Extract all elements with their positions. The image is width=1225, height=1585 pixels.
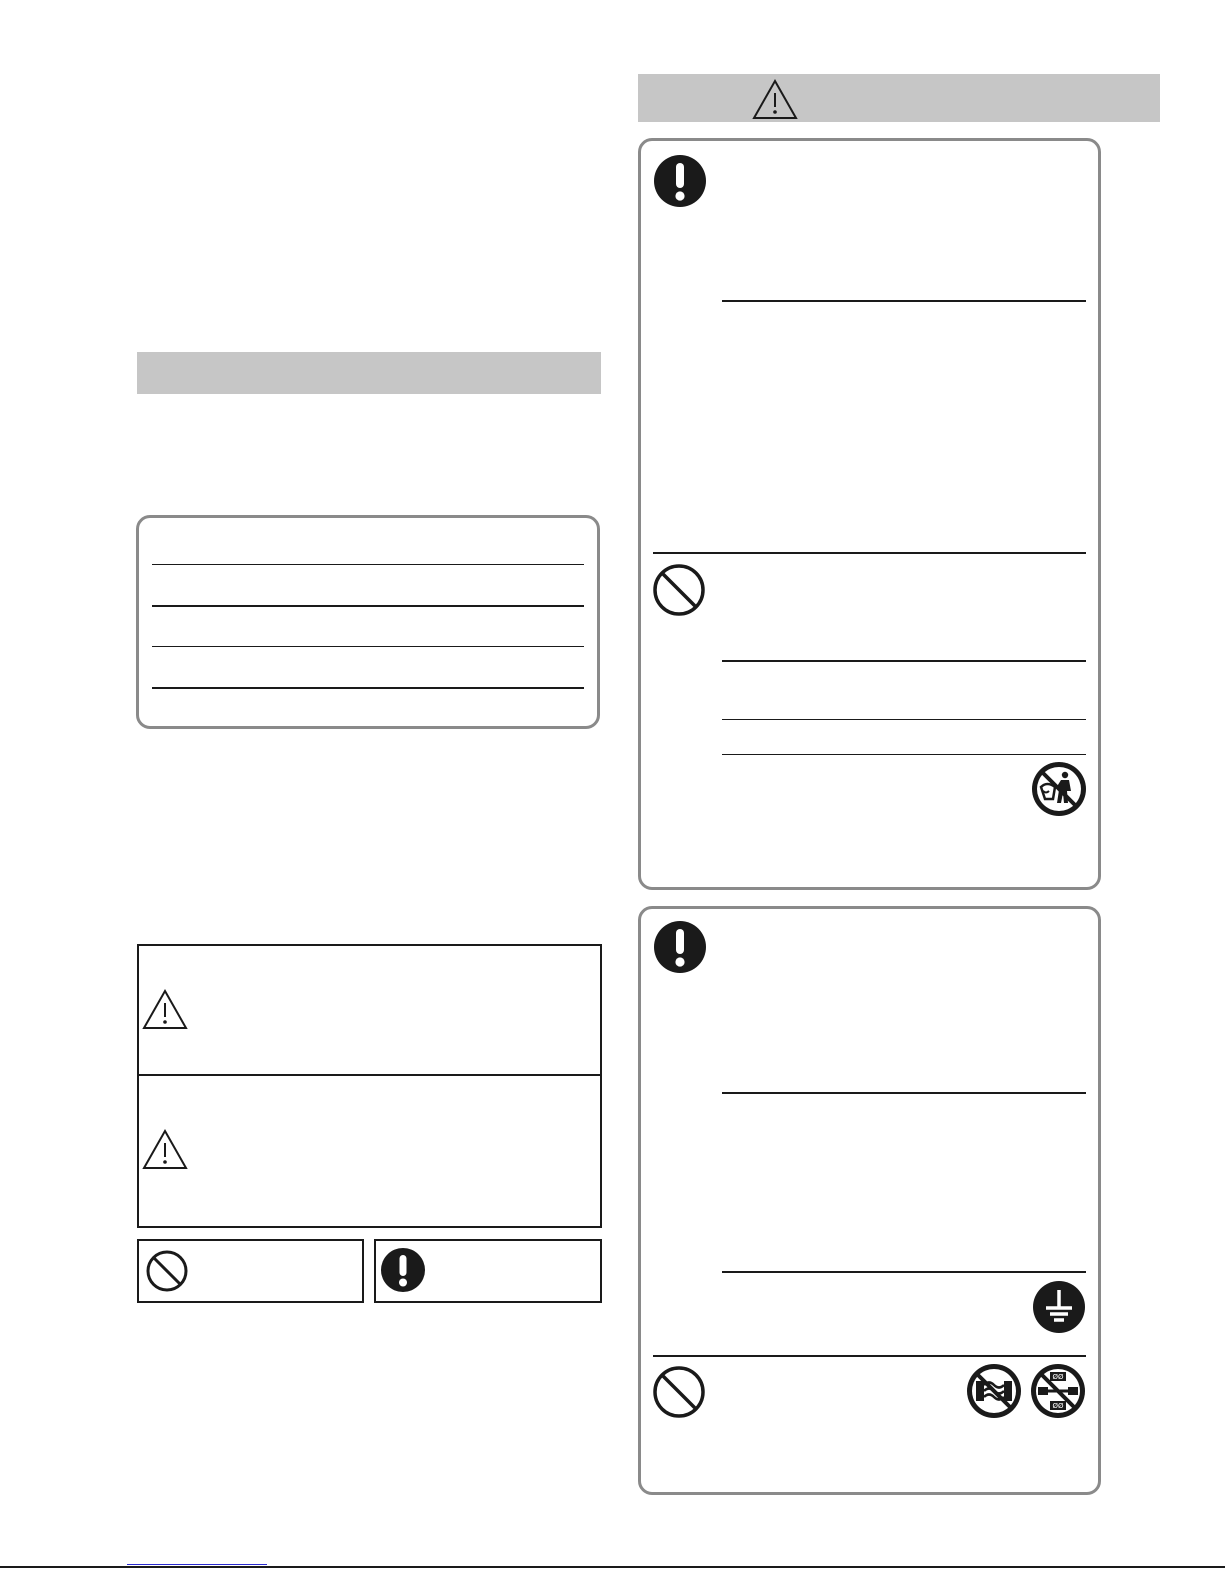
section-header-bar	[137, 352, 601, 394]
footer-rule	[0, 1566, 1225, 1568]
warning-triangle-icon	[142, 988, 188, 1030]
warning-header-triangle-icon	[752, 78, 798, 120]
info-box	[136, 515, 600, 729]
box1-section-divider	[653, 552, 1086, 554]
box1-rule-4	[722, 754, 1086, 755]
warning-header-bar	[638, 74, 1160, 122]
ground-earth-icon	[1032, 1280, 1086, 1334]
no-splashing-water-icon	[1031, 761, 1087, 817]
box1-rule-2	[722, 660, 1086, 662]
box2-rule-2	[722, 1271, 1086, 1273]
signal-table-divider	[137, 1074, 602, 1076]
prohibited-icon	[145, 1249, 189, 1293]
box1-rule-3	[722, 719, 1086, 720]
prohibited-icon	[652, 1365, 706, 1419]
svg-text:ØØ: ØØ	[1052, 1373, 1064, 1381]
info-box-rule-2	[152, 605, 584, 607]
caution-triangle-icon	[142, 1128, 188, 1170]
info-box-rule-3	[152, 646, 584, 647]
footer-link[interactable]	[127, 1556, 267, 1565]
mandatory-exclamation-icon	[653, 154, 707, 208]
info-box-rule-1	[152, 564, 584, 565]
box2-rule-1	[722, 1092, 1086, 1094]
box2-section-divider	[653, 1355, 1086, 1357]
info-box-rule-4	[152, 687, 584, 689]
prohibited-icon	[652, 563, 706, 617]
no-modification-icon	[966, 1363, 1022, 1419]
svg-text:ØØ: ØØ	[1052, 1402, 1064, 1410]
no-extension-cord-icon	[1030, 1363, 1086, 1419]
mandatory-exclamation-icon	[653, 920, 707, 974]
box1-rule-1	[722, 300, 1086, 302]
signal-table	[137, 944, 602, 1228]
mandatory-exclamation-icon	[380, 1247, 426, 1293]
